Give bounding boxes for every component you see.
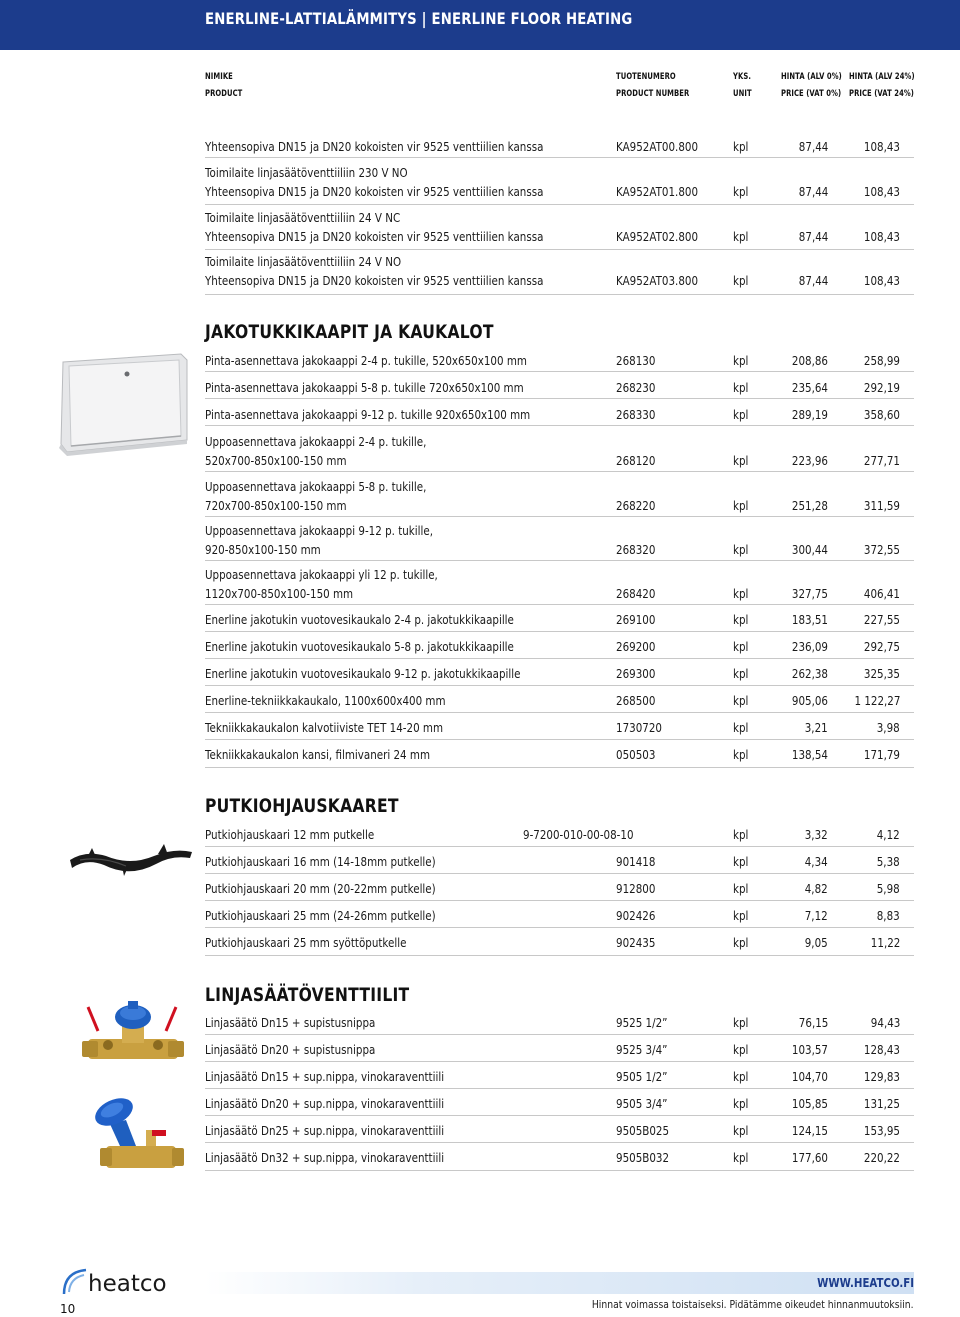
row-unit: kpl (733, 1124, 749, 1138)
row-product-number: KA952AT02.800 (616, 230, 699, 244)
row-product-number: 9-7200-010-00-08-10 (523, 828, 634, 842)
row-product-number: 1730720 (616, 721, 662, 735)
row-unit: kpl (733, 381, 749, 395)
row-product-number: 268220 (616, 499, 656, 513)
row-product-number: 268500 (616, 694, 656, 708)
row-unit: kpl (733, 882, 749, 896)
row-description: 520x700-850x100-150 mm (205, 454, 347, 468)
row-price-vat24: 8,83 (877, 909, 900, 923)
row-price-vat0: 4,34 (805, 855, 828, 869)
row-price-vat0: 124,15 (791, 1124, 828, 1138)
row-product-number: 912800 (616, 882, 656, 896)
row-price-vat24: 277,71 (863, 454, 900, 468)
row-unit: kpl (733, 408, 749, 422)
logo-text: heatco (88, 1271, 167, 1297)
table-row (205, 828, 914, 847)
table-row (205, 1097, 914, 1116)
row-price-vat0: 3,21 (805, 721, 828, 735)
row-price-vat24: 258,99 (863, 354, 900, 368)
row-unit: kpl (733, 855, 749, 869)
row-price-vat24: 325,35 (863, 667, 900, 681)
table-row (205, 1043, 914, 1062)
row-product-number: 269300 (616, 667, 656, 681)
row-product-number: 902426 (616, 909, 656, 923)
row-description: 1120x700-850x100-150 mm (205, 587, 354, 601)
heatco-logo (60, 1264, 185, 1300)
row-price-vat24: 220,22 (863, 1151, 900, 1165)
row-unit: kpl (733, 454, 749, 468)
row-price-vat0: 327,75 (791, 587, 828, 601)
table-row (205, 1124, 914, 1143)
row-price-vat0: 208,86 (791, 354, 828, 368)
row-price-vat0: 3,32 (805, 828, 828, 842)
row-price-vat0: 905,06 (791, 694, 828, 708)
row-product-number: 268230 (616, 381, 656, 395)
table-row (205, 1151, 914, 1171)
row-price-vat0: 251,28 (791, 499, 828, 513)
section-title-cabinets: JAKOTUKKIKAAPIT JA KAUKALOT (205, 321, 494, 343)
row-product-number: KA952AT00.800 (616, 140, 699, 154)
row-unit: kpl (733, 667, 749, 681)
page-number: 10 (60, 1302, 76, 1316)
col-head-p1-fi: HINTA (ALV 0%) (781, 72, 842, 82)
table-row (205, 166, 914, 205)
row-description-line1: Uppoasennettava jakokaappi 5-8 p. tukille, (205, 480, 427, 494)
table-row (205, 568, 914, 605)
row-price-vat24: 5,98 (877, 882, 900, 896)
row-price-vat0: 183,51 (791, 613, 828, 627)
table-row (205, 354, 914, 372)
row-price-vat24: 227,55 (863, 613, 900, 627)
table-row (205, 694, 914, 713)
row-price-vat0: 103,57 (791, 1043, 828, 1057)
row-unit: kpl (733, 1097, 749, 1111)
row-price-vat0: 138,54 (791, 748, 828, 762)
row-price-vat0: 235,64 (791, 381, 828, 395)
row-description: Pinta-asennettava jakokaappi 9-12 p. tukille 920x650x100 mm (205, 408, 531, 422)
row-price-vat24: 11,22 (870, 936, 900, 950)
section-title-valves: LINJASÄÄTÖVENTTIILIT (205, 984, 410, 1006)
row-price-vat0: 87,44 (798, 185, 828, 199)
footer-website-link[interactable]: WWW.HEATCO.FI (817, 1276, 914, 1290)
footer-band (205, 1272, 914, 1294)
col-head-p2-fi: HINTA (ALV 24%) (849, 72, 915, 82)
row-product-number: 9505 1/2” (616, 1070, 668, 1084)
col-head-name-fi: NIMIKE (205, 72, 233, 82)
row-price-vat24: 108,43 (863, 140, 900, 154)
table-row (205, 936, 914, 956)
row-description: Putkiohjauskaari 25 mm syöttöputkelle (205, 936, 407, 950)
table-row (205, 882, 914, 901)
row-price-vat0: 87,44 (798, 230, 828, 244)
row-description: Putkiohjauskaari 16 mm (14-18mm putkelle) (205, 855, 436, 869)
row-unit: kpl (733, 354, 749, 368)
row-product-number: 902435 (616, 936, 656, 950)
row-price-vat24: 1 122,27 (854, 694, 900, 708)
table-row (205, 140, 914, 158)
col-head-p1-en: PRICE (VAT 0%) (781, 89, 842, 99)
row-price-vat0: 236,09 (791, 640, 828, 654)
row-price-vat24: 358,60 (863, 408, 900, 422)
table-row (205, 381, 914, 399)
col-head-name-en: PRODUCT (205, 89, 243, 99)
row-price-vat0: 7,12 (805, 909, 828, 923)
row-price-vat24: 406,41 (863, 587, 900, 601)
row-unit: kpl (733, 748, 749, 762)
row-price-vat0: 262,38 (791, 667, 828, 681)
row-unit: kpl (733, 587, 749, 601)
row-unit: kpl (733, 274, 749, 288)
row-product-number: 268320 (616, 543, 656, 557)
row-description: Yhteensopiva DN15 ja DN20 kokoisten vir 9525 venttiilien kanssa (205, 230, 544, 244)
row-unit: kpl (733, 1016, 749, 1030)
row-price-vat24: 292,75 (863, 640, 900, 654)
row-price-vat24: 4,12 (877, 828, 900, 842)
row-price-vat24: 131,25 (863, 1097, 900, 1111)
row-description: Putkiohjauskaari 20 mm (20-22mm putkelle) (205, 882, 436, 896)
distribution-cabinet-image (55, 348, 190, 458)
row-description-line1: Toimilaite linjasäätöventtiiliin 230 V NO (205, 166, 408, 180)
row-price-vat0: 4,82 (805, 882, 828, 896)
section-title-bends: PUTKIOHJAUSKAARET (205, 795, 399, 817)
row-unit: kpl (733, 909, 749, 923)
table-row (205, 721, 914, 740)
row-description: Linjasäätö Dn20 + supistusnippa (205, 1043, 376, 1057)
row-description: Enerline jakotukin vuotovesikaukalo 5-8 p. jakotukkikaapille (205, 640, 514, 654)
table-row (205, 255, 914, 295)
row-product-number: 9505B032 (616, 1151, 670, 1165)
row-description: Putkiohjauskaari 12 mm putkelle (205, 828, 375, 842)
col-head-code-fi: TUOTENUMERO (616, 72, 676, 82)
row-product-number: 050503 (616, 748, 656, 762)
row-product-number: 9505B025 (616, 1124, 670, 1138)
row-description: Tekniikkakaukalon kansi, filmivaneri 24 mm (205, 748, 431, 762)
row-description: Pinta-asennettava jakokaappi 2-4 p. tukille, 520x650x100 mm (205, 354, 527, 368)
row-price-vat0: 300,44 (791, 543, 828, 557)
row-description: Linjasäätö Dn25 + sup.nippa, vinokaraventtiili (205, 1124, 445, 1138)
col-head-p2-en: PRICE (VAT 24%) (849, 89, 914, 99)
angled-valve-image (90, 1090, 190, 1178)
pipe-bend-image (66, 838, 196, 888)
row-price-vat24: 3,98 (877, 721, 900, 735)
row-price-vat24: 5,38 (877, 855, 900, 869)
row-price-vat24: 153,95 (863, 1124, 900, 1138)
row-price-vat24: 108,43 (863, 230, 900, 244)
row-price-vat24: 311,59 (863, 499, 900, 513)
row-description: Linjasäätö Dn32 + sup.nippa, vinokaraventtiili (205, 1151, 445, 1165)
table-row (205, 524, 914, 561)
row-product-number: 9505 3/4” (616, 1097, 668, 1111)
row-unit: kpl (733, 499, 749, 513)
table-row (205, 640, 914, 659)
col-head-unit-en: UNIT (733, 89, 752, 99)
row-description: 920-850x100-150 mm (205, 543, 321, 557)
row-price-vat0: 223,96 (791, 454, 828, 468)
table-row (205, 855, 914, 874)
col-head-code-en: PRODUCT NUMBER (616, 89, 690, 99)
row-price-vat0: 76,15 (798, 1016, 828, 1030)
row-unit: kpl (733, 1043, 749, 1057)
row-price-vat0: 87,44 (798, 140, 828, 154)
row-price-vat0: 104,70 (791, 1070, 828, 1084)
row-description: Tekniikkakaukalon kalvotiiviste TET 14-20 mm (205, 721, 444, 735)
col-head-unit-fi: YKS. (733, 72, 751, 82)
row-unit: kpl (733, 936, 749, 950)
row-product-number: 9525 3/4” (616, 1043, 668, 1057)
row-price-vat24: 372,55 (863, 543, 900, 557)
row-unit: kpl (733, 640, 749, 654)
row-description-line1: Uppoasennettava jakokaappi 9-12 p. tukille, (205, 524, 433, 538)
row-unit: kpl (733, 140, 749, 154)
row-description: 720x700-850x100-150 mm (205, 499, 347, 513)
row-unit: kpl (733, 721, 749, 735)
row-unit: kpl (733, 1070, 749, 1084)
page-title: ENERLINE-LATTIALÄMMITYS | ENERLINE FLOOR HEATING (205, 9, 633, 28)
row-unit: kpl (733, 1151, 749, 1165)
row-unit: kpl (733, 694, 749, 708)
row-description-line1: Uppoasennettava jakokaappi yli 12 p. tukille, (205, 568, 438, 582)
table-row (205, 408, 914, 426)
row-unit: kpl (733, 185, 749, 199)
row-price-vat24: 108,43 (863, 274, 900, 288)
row-price-vat24: 292,19 (863, 381, 900, 395)
row-description-line1: Toimilaite linjasäätöventtiiliin 24 V NC (205, 211, 401, 225)
row-product-number: KA952AT03.800 (616, 274, 699, 288)
balancing-valve-image (78, 995, 188, 1075)
row-description: Linjasäätö Dn15 + supistusnippa (205, 1016, 376, 1030)
row-product-number: 268130 (616, 354, 656, 368)
row-price-vat24: 128,43 (863, 1043, 900, 1057)
row-product-number: 268420 (616, 587, 656, 601)
row-price-vat0: 177,60 (791, 1151, 828, 1165)
row-product-number: KA952AT01.800 (616, 185, 699, 199)
row-description: Enerline-tekniikkakaukalo, 1100x600x400 mm (205, 694, 446, 708)
table-row (205, 748, 914, 768)
row-price-vat0: 87,44 (798, 274, 828, 288)
row-product-number: 901418 (616, 855, 656, 869)
row-price-vat0: 9,05 (805, 936, 828, 950)
row-price-vat24: 171,79 (863, 748, 900, 762)
table-row (205, 480, 914, 517)
row-product-number: 268330 (616, 408, 656, 422)
row-description: Linjasäätö Dn20 + sup.nippa, vinokaraventtiili (205, 1097, 445, 1111)
row-price-vat24: 108,43 (863, 185, 900, 199)
table-row (205, 1070, 914, 1089)
row-description: Enerline jakotukin vuotovesikaukalo 9-12 p. jakotukkikaapille (205, 667, 521, 681)
row-product-number: 269100 (616, 613, 656, 627)
row-unit: kpl (733, 543, 749, 557)
row-description: Yhteensopiva DN15 ja DN20 kokoisten vir 9525 venttiilien kanssa (205, 185, 544, 199)
row-description: Yhteensopiva DN15 ja DN20 kokoisten vir 9525 venttiilien kanssa (205, 140, 544, 154)
row-price-vat24: 129,83 (863, 1070, 900, 1084)
row-description: Enerline jakotukin vuotovesikaukalo 2-4 p. jakotukkikaapille (205, 613, 514, 627)
row-unit: kpl (733, 230, 749, 244)
row-unit: kpl (733, 613, 749, 627)
table-row (205, 211, 914, 250)
row-price-vat24: 94,43 (870, 1016, 900, 1030)
row-description: Putkiohjauskaari 25 mm (24-26mm putkelle) (205, 909, 436, 923)
row-description-line1: Toimilaite linjasäätöventtiiliin 24 V NO (205, 255, 402, 269)
row-product-number: 269200 (616, 640, 656, 654)
row-description-line1: Uppoasennettava jakokaappi 2-4 p. tukille, (205, 435, 427, 449)
row-unit: kpl (733, 828, 749, 842)
row-description: Linjasäätö Dn15 + sup.nippa, vinokaraventtiili (205, 1070, 445, 1084)
row-price-vat0: 105,85 (791, 1097, 828, 1111)
row-product-number: 268120 (616, 454, 656, 468)
table-row (205, 909, 914, 928)
row-product-number: 9525 1/2” (616, 1016, 668, 1030)
table-row (205, 667, 914, 686)
table-row (205, 613, 914, 632)
row-description: Yhteensopiva DN15 ja DN20 kokoisten vir 9525 venttiilien kanssa (205, 274, 544, 288)
table-row (205, 1016, 914, 1035)
row-description: Pinta-asennettava jakokaappi 5-8 p. tukille 720x650x100 mm (205, 381, 524, 395)
row-price-vat0: 289,19 (791, 408, 828, 422)
footer-price-note: Hinnat voimassa toistaiseksi. Pidätämme oikeudet hinnanmuutoksiin. (592, 1299, 914, 1311)
table-row (205, 435, 914, 472)
